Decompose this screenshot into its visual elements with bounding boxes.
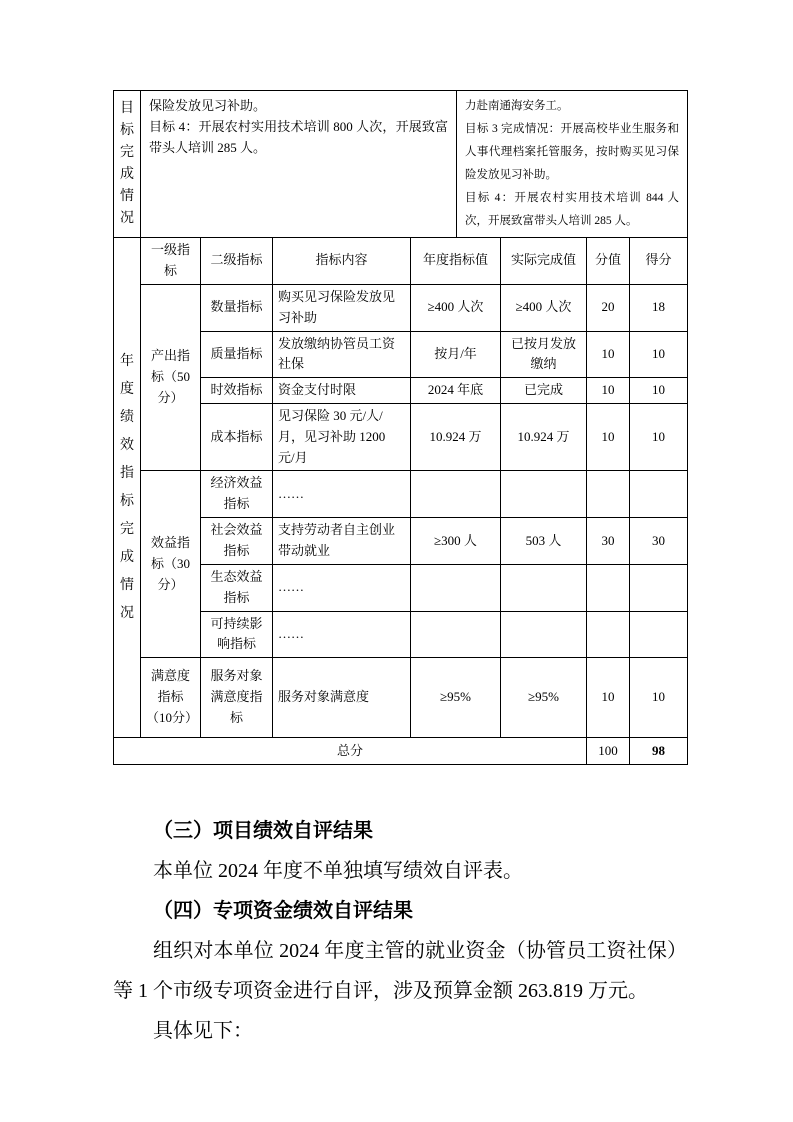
goal-section-side-header: 目标完成情况 [114, 91, 141, 238]
table-cell: 10.924 万 [501, 403, 587, 470]
table-cell: 20 [587, 284, 630, 331]
total-score-earned: 98 [630, 738, 688, 765]
table-row [114, 91, 688, 238]
table-cell: 18 [630, 284, 688, 331]
table-cell: 10 [630, 331, 688, 378]
table-cell [587, 611, 630, 658]
table-cell: 10 [630, 403, 688, 470]
level1-satisfaction-indicator: 满意度指标（10分） [141, 658, 201, 738]
table-cell: 发放缴纳协管员工资社保 [273, 331, 411, 378]
col-header-content: 指标内容 [273, 238, 411, 285]
table-cell [587, 471, 630, 518]
table-row [114, 403, 688, 470]
goal-completion-left-cell [141, 91, 457, 238]
table-cell: 已完成 [501, 378, 587, 404]
section-heading-4: （四）专项资金绩效自评结果 [153, 900, 413, 923]
paragraph-see-below: 具体见下： [153, 1020, 253, 1043]
goal-text: 目标 4：开展农村实用技术培训 800 人次，开展致富带头人培训 285 人。 [149, 119, 448, 155]
table-cell: 服务对象满意度指标 [201, 658, 273, 738]
table-cell: 可持续影响指标 [201, 611, 273, 658]
paragraph-special-fund: 组织对本单位 2024 年度主管的就业资金（协管员工资社保）等 1 个市级专项资金进行自评，涉及预算金额 263.819 万元。 [113, 940, 687, 1003]
table-cell: …… [273, 471, 411, 518]
goal-completion-table [113, 90, 688, 238]
table-cell [501, 471, 587, 518]
total-score-row [114, 738, 688, 765]
table-header-row [114, 238, 688, 285]
goal-completion-right-cell [457, 91, 688, 238]
table-cell: 成本指标 [201, 403, 273, 470]
col-header-score: 分值 [587, 238, 630, 285]
indicator-side-header: 年度绩效指标完成情况 [114, 238, 141, 738]
table-cell [501, 611, 587, 658]
table-row [114, 284, 688, 331]
table-cell [587, 564, 630, 611]
table-cell: 生态效益指标 [201, 564, 273, 611]
total-score-max: 100 [587, 738, 630, 765]
table-cell [630, 611, 688, 658]
goal-text: 力赴南通海安务工。 [465, 100, 569, 112]
goal-text: 保险发放见习补助。 [149, 98, 267, 113]
table-cell: 经济效益指标 [201, 471, 273, 518]
table-row [114, 611, 688, 658]
table-cell: ≥400 人次 [501, 284, 587, 331]
table-cell: 见习保险 30 元/人/月，见习补助 1200 元/月 [273, 403, 411, 470]
table-cell: 时效指标 [201, 378, 273, 404]
table-cell: …… [273, 611, 411, 658]
table-cell: 2024 年底 [411, 378, 501, 404]
col-header-level2: 二级指标 [201, 238, 273, 285]
level1-output-indicator: 产出指标（50分） [141, 284, 201, 471]
table-cell: …… [273, 564, 411, 611]
table-cell: 10 [630, 378, 688, 404]
table-cell: 10 [630, 658, 688, 738]
table-cell [501, 564, 587, 611]
table-cell: 30 [587, 517, 630, 564]
table-cell: ≥400 人次 [411, 284, 501, 331]
table-row [114, 564, 688, 611]
table-cell [411, 564, 501, 611]
section-heading-3: （三）项目绩效自评结果 [153, 820, 373, 843]
table-cell: 10 [587, 378, 630, 404]
table-row [114, 331, 688, 378]
table-cell: 10 [587, 331, 630, 378]
table-cell [411, 471, 501, 518]
col-header-level1: 一级指标 [141, 238, 201, 285]
table-cell [411, 611, 501, 658]
total-score-label: 总分 [114, 738, 587, 765]
table-cell: 购买见习保险发放见习补助 [273, 284, 411, 331]
col-header-actual: 实际完成值 [501, 238, 587, 285]
table-cell: 社会效益指标 [201, 517, 273, 564]
table-cell: 质量指标 [201, 331, 273, 378]
table-cell: 30 [630, 517, 688, 564]
table-cell [630, 564, 688, 611]
table-cell: ≥95% [501, 658, 587, 738]
table-cell [630, 471, 688, 518]
paragraph-self-eval-note: 本单位 2024 年度不单独填写绩效自评表。 [153, 860, 523, 883]
table-cell: 支持劳动者自主创业带动就业 [273, 517, 411, 564]
body-text-block [113, 811, 687, 1051]
table-row [114, 378, 688, 404]
table-cell: 已按月发放缴纳 [501, 331, 587, 378]
table-row [114, 517, 688, 564]
table-cell: 10 [587, 403, 630, 470]
table-cell: 数量指标 [201, 284, 273, 331]
goal-text: 目标 4：开展农村实用技术培训 844 人次，开展致富带头人培训 285 人。 [465, 192, 679, 227]
table-cell: 资金支付时限 [273, 378, 411, 404]
level1-benefit-indicator: 效益指标（30分） [141, 471, 201, 658]
table-cell: 503 人 [501, 517, 587, 564]
table-cell: 10 [587, 658, 630, 738]
indicator-table [113, 237, 688, 765]
table-cell: ≥95% [411, 658, 501, 738]
goal-text: 目标 3 完成情况：开展高校毕业生服务和人事代理档案托管服务，按时购买见习保险发放见习补助。 [465, 123, 679, 181]
table-row [114, 471, 688, 518]
table-row [114, 658, 688, 738]
table-cell: 10.924 万 [411, 403, 501, 470]
table-cell: ≥300 人 [411, 517, 501, 564]
col-header-target: 年度指标值 [411, 238, 501, 285]
table-cell: 按月/年 [411, 331, 501, 378]
col-header-earned: 得分 [630, 238, 688, 285]
table-cell: 服务对象满意度 [273, 658, 411, 738]
